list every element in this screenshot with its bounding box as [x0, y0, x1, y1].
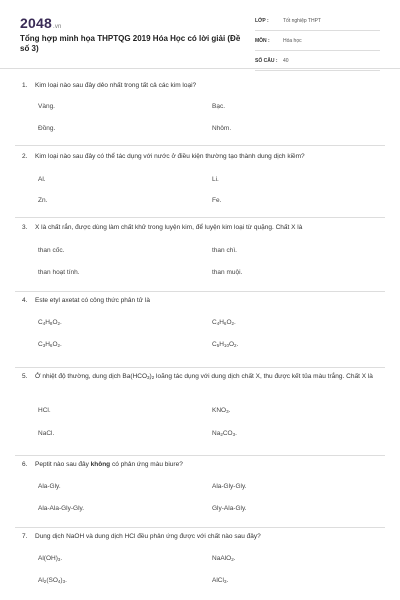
meta-label: MÔN : [255, 38, 270, 44]
question-7 [0, 527, 400, 600]
question-4 [0, 291, 400, 367]
option-d[interactable]: Nhôm. [212, 125, 232, 132]
option-d[interactable]: $Na_2CO_3$. [212, 430, 237, 437]
option-a[interactable]: Vàng. [38, 103, 55, 110]
question-3 [0, 217, 400, 291]
option-c[interactable]: $C_3H_6O_2$. [38, 341, 62, 348]
logo-main: 2048 [20, 15, 52, 31]
question-1 [0, 70, 400, 145]
meta-value: Hóa học [283, 38, 302, 44]
exam-meta [255, 15, 380, 75]
question-text: X là chất rắn, được dùng làm chất khử trong luyện kim, để luyện kim loại từ quặng. Chất X là [35, 224, 303, 231]
question-head [22, 296, 380, 306]
question-head [22, 460, 380, 470]
option-a[interactable]: $Al(OH)_3$. [38, 555, 63, 562]
option-c[interactable]: Đồng. [38, 125, 56, 132]
question-number: 5. [22, 373, 28, 380]
question-number: 3. [22, 224, 28, 231]
option-c[interactable]: Zn. [38, 197, 48, 204]
meta-label: LỚP : [255, 18, 269, 24]
question-5 [0, 367, 400, 455]
option-c[interactable]: Ala-Ala-Gly-Gly. [38, 505, 85, 512]
option-a[interactable]: than cốc. [38, 247, 65, 254]
option-b[interactable]: than chì. [212, 247, 237, 254]
question-text: Ở nhiệt độ thường, dung dịch $Ba(HCO_3)_2$ loãng tác dụng với dung dịch chất X, thu được kết tủa màu trắng. Chất X là [35, 373, 373, 380]
question-text: Dung dịch NaOH và dung dịch HCl đều phản ứng được với chất nào sau đây? [35, 533, 261, 540]
meta-value: Tốt nghiệp THPT [283, 18, 321, 24]
option-b[interactable]: Ala-Gly-Gly. [212, 483, 247, 490]
option-d[interactable]: AlCl$_3$. [212, 577, 229, 584]
option-b[interactable]: Bạc. [212, 103, 226, 110]
question-head [22, 81, 380, 91]
option-c[interactable]: NaCl. [38, 430, 55, 437]
question-number: 6. [22, 461, 28, 468]
meta-row-count [255, 55, 380, 71]
option-a[interactable]: Ala-Gly. [38, 483, 61, 490]
question-6 [0, 455, 400, 527]
question-number: 4. [22, 297, 28, 304]
question-text: Peptit nào sau đây không có phản ứng màu biure? [35, 461, 183, 468]
option-b[interactable]: $C_4H_6O_2$. [212, 319, 236, 326]
option-d[interactable]: Fe. [212, 197, 222, 204]
option-a[interactable]: $C_4H_8O_2$. [38, 319, 62, 326]
question-text: Kim loại nào sau đây dẻo nhất trong tất cả các kim loại? [35, 82, 197, 89]
meta-label: SỐ CÂU : [255, 58, 278, 64]
option-a[interactable]: Al. [38, 176, 46, 183]
option-b[interactable]: $KNO_3$. [212, 407, 231, 414]
question-head [22, 372, 380, 383]
question-number: 1. [22, 82, 28, 89]
question-text: Este etyl axetat có công thức phân tử là [35, 297, 150, 304]
option-c[interactable]: $Al_2(SO_4)_3$. [38, 577, 67, 584]
page-header [0, 0, 400, 69]
question-head [22, 152, 380, 162]
option-b[interactable]: NaAlO$_2$. [212, 555, 236, 562]
meta-value: 40 [283, 58, 289, 64]
question-number: 2. [22, 153, 28, 160]
question-head [22, 532, 380, 542]
option-d[interactable]: than muội. [212, 269, 243, 276]
exam-title: Tổng hợp minh họa THPTQG 2019 Hóa Học có lời giải (Đề số 3) [20, 34, 241, 53]
option-a[interactable]: HCl. [38, 407, 51, 414]
question-head [22, 223, 380, 233]
question-number: 7. [22, 533, 28, 540]
option-d[interactable]: $C_5H_{10}O_2$. [212, 341, 239, 348]
option-c[interactable]: than hoạt tính. [38, 269, 80, 276]
logo-tld: .vn [52, 24, 62, 30]
meta-row-subject [255, 35, 380, 51]
question-2 [0, 145, 400, 217]
option-d[interactable]: Gly-Ala-Gly. [212, 505, 247, 512]
option-b[interactable]: Li. [212, 176, 219, 183]
question-text: Kim loại nào sau đây có thể tác dụng với nước ở điều kiện thường tạo thành dung dịch kiềm? [35, 153, 305, 160]
meta-row-grade [255, 15, 380, 31]
site-logo[interactable] [20, 15, 62, 31]
